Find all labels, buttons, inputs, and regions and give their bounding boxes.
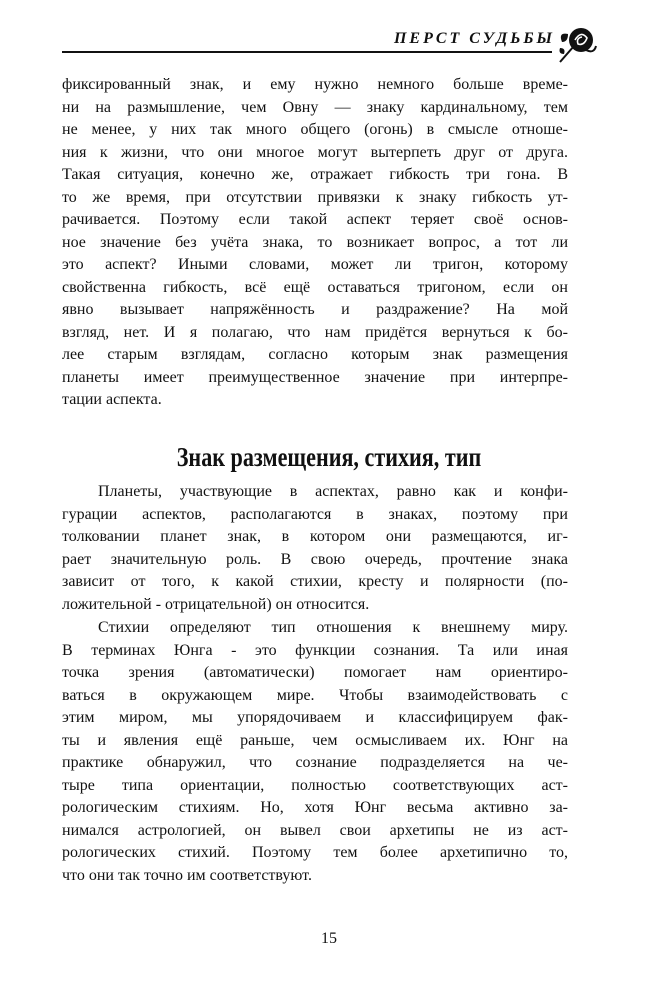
running-header-title: ПЕРСТ СУДЬБЫ (393, 30, 555, 47)
text-line: планеты имеет преимущественное значение при интерпре- (62, 368, 568, 386)
text-line: гурации аспектов, располагаются в знаках, поэтому при (62, 505, 568, 523)
text-line: лее старым взглядам, согласно которым знак размещения (62, 346, 568, 363)
text-line: что они так точно им соответствуют. (62, 866, 312, 884)
text-line: тыре типа ориентации, полностью соответствующих аст- (62, 776, 568, 794)
paragraph-2 (62, 481, 568, 616)
text-line: ное значение без учёта знака, то возникает вопрос, а тот ли (62, 233, 568, 251)
text-line: толковании планет знак, в котором они размещаются, иг- (62, 528, 568, 545)
section-heading: Знак размещения, стихия, тип (176, 442, 482, 472)
text-line: явно вызывает напряжённость и раздражение? На мой (62, 301, 568, 318)
text-line: то же время, при отсутствии привязки к знаку гибкость ут- (62, 188, 568, 206)
text-line: нимался астрологией, он вывел свои архетипы не из аст- (62, 821, 568, 839)
text-line: рологическим стихиям. Но, хотя Юнг весьма активно за- (62, 799, 568, 816)
paragraph-1 (62, 74, 568, 412)
text-line: рологических стихий. Поэтому тем более архетипично то, (62, 844, 568, 861)
paragraph-3 (62, 617, 568, 887)
text-line: точка зрения (автоматически) помогает нам ориентиро- (62, 664, 568, 681)
text-line: этим миром, мы упорядочиваем и классифицируем фак- (62, 709, 568, 726)
text-line: Стихии определяют тип отношения к внешнему миру. (98, 619, 568, 636)
text-line: Такая ситуация, конечно же, отражает гибкость три гона. В (62, 166, 568, 183)
text-line: тации аспекта. (62, 391, 162, 408)
text-line: фиксированный знак, и ему нужно немного больше време- (62, 76, 568, 93)
text-line: зависит от того, к какой стихии, кресту и полярности (по- (62, 573, 568, 590)
text-line: это аспект? Иными словами, может ли тригон, которому (62, 256, 568, 273)
header-rule (62, 51, 552, 53)
text-line: Планеты, участвующие в аспектах, равно как и конфи- (98, 483, 568, 500)
text-line: свойственна гибкость, всё ещё оставаться тригоном, если он (62, 278, 568, 296)
text-line: ты и явления ещё раньше, чем осмысливаем их. Юнг на (62, 731, 568, 749)
text-line: рачивается. Поэтому если такой аспект теряет своё основ- (62, 211, 568, 228)
rose-icon (556, 24, 598, 64)
page-number: 15 (321, 930, 337, 947)
text-line: взгляд, нет. И я полагаю, что нам придётся вернуться к бо- (62, 323, 568, 341)
text-line: ния к жизни, что они многое могут вытерпеть друг от друга. (62, 143, 568, 161)
text-line: ни на размышление, чем Овну — знаку кардинальному, тем (62, 98, 568, 116)
text-line: рает значительную роль. В свою очередь, прочтение знака (62, 550, 568, 568)
text-line: практике обнаружил, что сознание подразделяется на че- (62, 754, 568, 771)
text-line: ваться в окружающем мире. Чтобы взаимодействовать с (62, 686, 568, 704)
text-line: В терминах Юнга - это функции сознания. Та или иная (62, 641, 568, 659)
text-line: не менее, у них так много общего (огонь) в смысле отноше- (62, 121, 568, 138)
text-line: ложительной - отрицательной) он относится. (62, 595, 370, 613)
